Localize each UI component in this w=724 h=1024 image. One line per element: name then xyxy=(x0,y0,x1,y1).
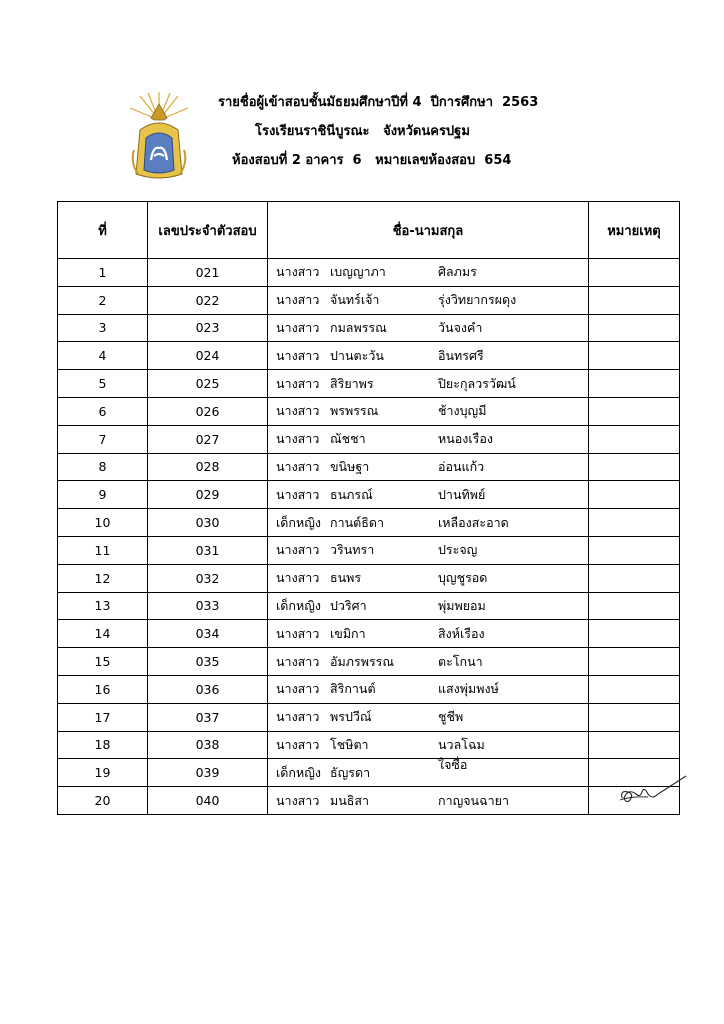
row-number: 11 xyxy=(58,536,148,564)
row-number: 2 xyxy=(58,286,148,314)
first-name: ปวริศา xyxy=(330,597,367,613)
table-row xyxy=(58,703,680,731)
row-name xyxy=(268,756,589,787)
name-prefix: เด็กหญิง xyxy=(276,514,321,530)
row-name xyxy=(268,259,589,287)
row-number: 3 xyxy=(58,314,148,342)
table-row xyxy=(58,787,680,815)
row-exam-id: 027 xyxy=(148,425,268,453)
row-remark xyxy=(589,592,680,620)
row-exam-id: 036 xyxy=(148,675,268,703)
row-name xyxy=(268,703,589,731)
row-name xyxy=(268,286,589,314)
first-name: ณัชชา xyxy=(330,431,366,447)
last-name: ปิยะกุลวรวัฒน์ xyxy=(438,375,516,391)
row-name xyxy=(268,564,589,592)
row-name xyxy=(268,342,589,370)
row-remark xyxy=(589,675,680,703)
row-exam-id: 037 xyxy=(148,703,268,731)
row-remark xyxy=(589,564,680,592)
table-row xyxy=(58,481,680,509)
first-name: สิริยาพร xyxy=(330,375,374,391)
table-row xyxy=(58,620,680,648)
row-remark xyxy=(589,703,680,731)
table-header-row xyxy=(58,202,680,259)
row-exam-id: 029 xyxy=(148,481,268,509)
last-name: ปานทิพย์ xyxy=(438,486,486,502)
table-row xyxy=(58,592,680,620)
header-title: รายชื่อผู้เข้าสอบชั้นมัธยมศึกษาปีที่ 4 ปีการศึกษา 2563 xyxy=(218,95,539,110)
last-name: ศิลภมร xyxy=(438,264,477,280)
col-header-number: ที่ xyxy=(58,202,148,259)
last-name: เหลืองสะอาด xyxy=(438,514,509,530)
last-name: รุ่งวิทยากรผดุง xyxy=(438,292,517,308)
table-row xyxy=(58,675,680,703)
first-name: วรินทรา xyxy=(330,542,375,558)
first-name: โชษิตา xyxy=(330,736,369,752)
row-number: 20 xyxy=(58,787,148,815)
name-prefix: นางสาว xyxy=(276,458,320,474)
first-name: อัมภรพรรณ xyxy=(330,653,394,669)
row-exam-id: 023 xyxy=(148,314,268,342)
name-prefix: นางสาว xyxy=(276,403,320,419)
first-name: ธนพร xyxy=(330,570,362,586)
last-name: พุ่มพยอม xyxy=(438,597,486,613)
name-prefix: นางสาว xyxy=(276,542,320,558)
row-remark xyxy=(589,397,680,425)
row-name xyxy=(268,787,589,815)
row-remark xyxy=(589,342,680,370)
handwritten-signature xyxy=(618,770,690,806)
row-number: 12 xyxy=(58,564,148,592)
first-name: ปานตะวัน xyxy=(330,347,384,363)
row-number: 15 xyxy=(58,648,148,676)
first-name: พรปวีณ์ xyxy=(330,709,372,725)
row-name xyxy=(268,314,589,342)
name-prefix: นางสาว xyxy=(276,292,320,308)
row-exam-id: 021 xyxy=(148,259,268,287)
last-name: แสงพุ่มพงษ์ xyxy=(438,681,499,697)
row-exam-id: 024 xyxy=(148,342,268,370)
row-remark xyxy=(589,620,680,648)
row-name xyxy=(268,453,589,481)
row-number: 8 xyxy=(58,453,148,481)
table-row xyxy=(58,536,680,564)
header-exam-room: ห้องสอบที่ 2 อาคาร 6 หมายเลขห้องสอบ 654 xyxy=(232,153,512,168)
col-header-remark: หมายเหตุ xyxy=(589,202,680,259)
row-name xyxy=(268,370,589,398)
row-exam-id: 030 xyxy=(148,509,268,537)
first-name: ธัญรดา xyxy=(330,764,371,780)
first-name: ขนิษฐา xyxy=(330,458,370,474)
first-name: ธนภรณ์ xyxy=(330,486,373,502)
row-number: 14 xyxy=(58,620,148,648)
row-remark xyxy=(589,370,680,398)
name-prefix: นางสาว xyxy=(276,347,320,363)
name-prefix: เด็กหญิง xyxy=(276,764,321,780)
examinee-table xyxy=(57,201,680,815)
col-header-exam-id: เลขประจำตัวสอบ xyxy=(148,202,268,259)
table-row xyxy=(58,342,680,370)
row-remark xyxy=(589,481,680,509)
row-exam-id: 039 xyxy=(148,759,268,787)
name-prefix: นางสาว xyxy=(276,681,320,697)
row-exam-id: 026 xyxy=(148,397,268,425)
row-number: 5 xyxy=(58,370,148,398)
row-remark xyxy=(589,453,680,481)
first-name: พรพรรณ xyxy=(330,403,379,419)
name-prefix: เด็กหญิง xyxy=(276,597,321,613)
last-name: ประจญ xyxy=(438,542,478,558)
last-name: ชูชีพ xyxy=(438,709,464,725)
row-name xyxy=(268,592,589,620)
first-name: สิริกานต์ xyxy=(330,681,376,697)
first-name: เขมิกา xyxy=(330,625,366,641)
row-number: 1 xyxy=(58,259,148,287)
table-row xyxy=(58,370,680,398)
name-prefix: นางสาว xyxy=(276,625,320,641)
row-number: 19 xyxy=(58,759,148,787)
row-number: 17 xyxy=(58,703,148,731)
table-row xyxy=(58,648,680,676)
name-prefix: นางสาว xyxy=(276,570,320,586)
row-name xyxy=(268,620,589,648)
row-name xyxy=(268,675,589,703)
last-name: บุญชูรอด xyxy=(438,570,488,586)
first-name: กมลพรรณ xyxy=(330,319,387,335)
first-name: มนธิสา xyxy=(330,792,370,808)
row-number: 9 xyxy=(58,481,148,509)
last-name: นวลโฉม xyxy=(438,736,485,752)
row-exam-id: 034 xyxy=(148,620,268,648)
row-name xyxy=(268,397,589,425)
last-name: อินทรศรี xyxy=(438,347,484,363)
row-number: 13 xyxy=(58,592,148,620)
first-name: กานต์ธิดา xyxy=(330,514,385,530)
name-prefix: นางสาว xyxy=(276,375,320,391)
row-number: 16 xyxy=(58,675,148,703)
row-remark xyxy=(589,536,680,564)
last-name: อ่อนแก้ว xyxy=(438,458,485,474)
last-name: วันจงคำ xyxy=(438,319,483,335)
name-prefix: นางสาว xyxy=(276,736,320,752)
row-number: 7 xyxy=(58,425,148,453)
table-row xyxy=(58,425,680,453)
name-prefix: นางสาว xyxy=(276,486,320,502)
row-name xyxy=(268,536,589,564)
row-exam-id: 040 xyxy=(148,787,268,815)
row-name xyxy=(268,648,589,676)
last-name: ช้างบุญมี xyxy=(438,403,487,419)
last-name: สิงห์เรือง xyxy=(438,625,485,641)
row-exam-id: 028 xyxy=(148,453,268,481)
last-name: กาญจนฉายา xyxy=(438,792,509,808)
table-row xyxy=(58,397,680,425)
header-school: โรงเรียนราชินีบูรณะ จังหวัดนครปฐม xyxy=(255,124,470,139)
table-row xyxy=(58,509,680,537)
row-exam-id: 038 xyxy=(148,731,268,759)
row-number: 4 xyxy=(58,342,148,370)
table-row xyxy=(58,759,680,787)
row-remark xyxy=(589,314,680,342)
row-exam-id: 022 xyxy=(148,286,268,314)
first-name: เบญญาภา xyxy=(330,264,386,280)
row-number: 18 xyxy=(58,731,148,759)
row-name xyxy=(268,481,589,509)
row-exam-id: 032 xyxy=(148,564,268,592)
table-row xyxy=(58,259,680,287)
table-row xyxy=(58,564,680,592)
name-prefix: นางสาว xyxy=(276,653,320,669)
table-row xyxy=(58,314,680,342)
name-prefix: นางสาว xyxy=(276,709,320,725)
last-name: ตะโกนา xyxy=(438,653,483,669)
row-remark xyxy=(589,509,680,537)
col-header-name: ชื่อ-นามสกุล xyxy=(268,202,589,259)
school-emblem xyxy=(126,90,192,182)
row-exam-id: 033 xyxy=(148,592,268,620)
row-remark xyxy=(589,286,680,314)
row-exam-id: 031 xyxy=(148,536,268,564)
row-number: 6 xyxy=(58,397,148,425)
row-exam-id: 025 xyxy=(148,370,268,398)
last-name: หนองเรือง xyxy=(438,431,493,447)
table-row xyxy=(58,453,680,481)
name-prefix: นางสาว xyxy=(276,319,320,335)
name-prefix: นางสาว xyxy=(276,431,320,447)
row-remark xyxy=(589,648,680,676)
row-remark xyxy=(589,425,680,453)
last-name: ใจซื่อ xyxy=(438,756,468,772)
table-body xyxy=(58,259,680,815)
table-row xyxy=(58,286,680,314)
row-exam-id: 035 xyxy=(148,648,268,676)
name-prefix: นางสาว xyxy=(276,792,320,808)
row-remark xyxy=(589,731,680,759)
row-remark xyxy=(589,259,680,287)
row-number: 10 xyxy=(58,509,148,537)
row-name xyxy=(268,509,589,537)
name-prefix: นางสาว xyxy=(276,264,320,280)
first-name: จันทร์เจ้า xyxy=(330,292,380,308)
document-header xyxy=(200,92,539,179)
row-name xyxy=(268,425,589,453)
